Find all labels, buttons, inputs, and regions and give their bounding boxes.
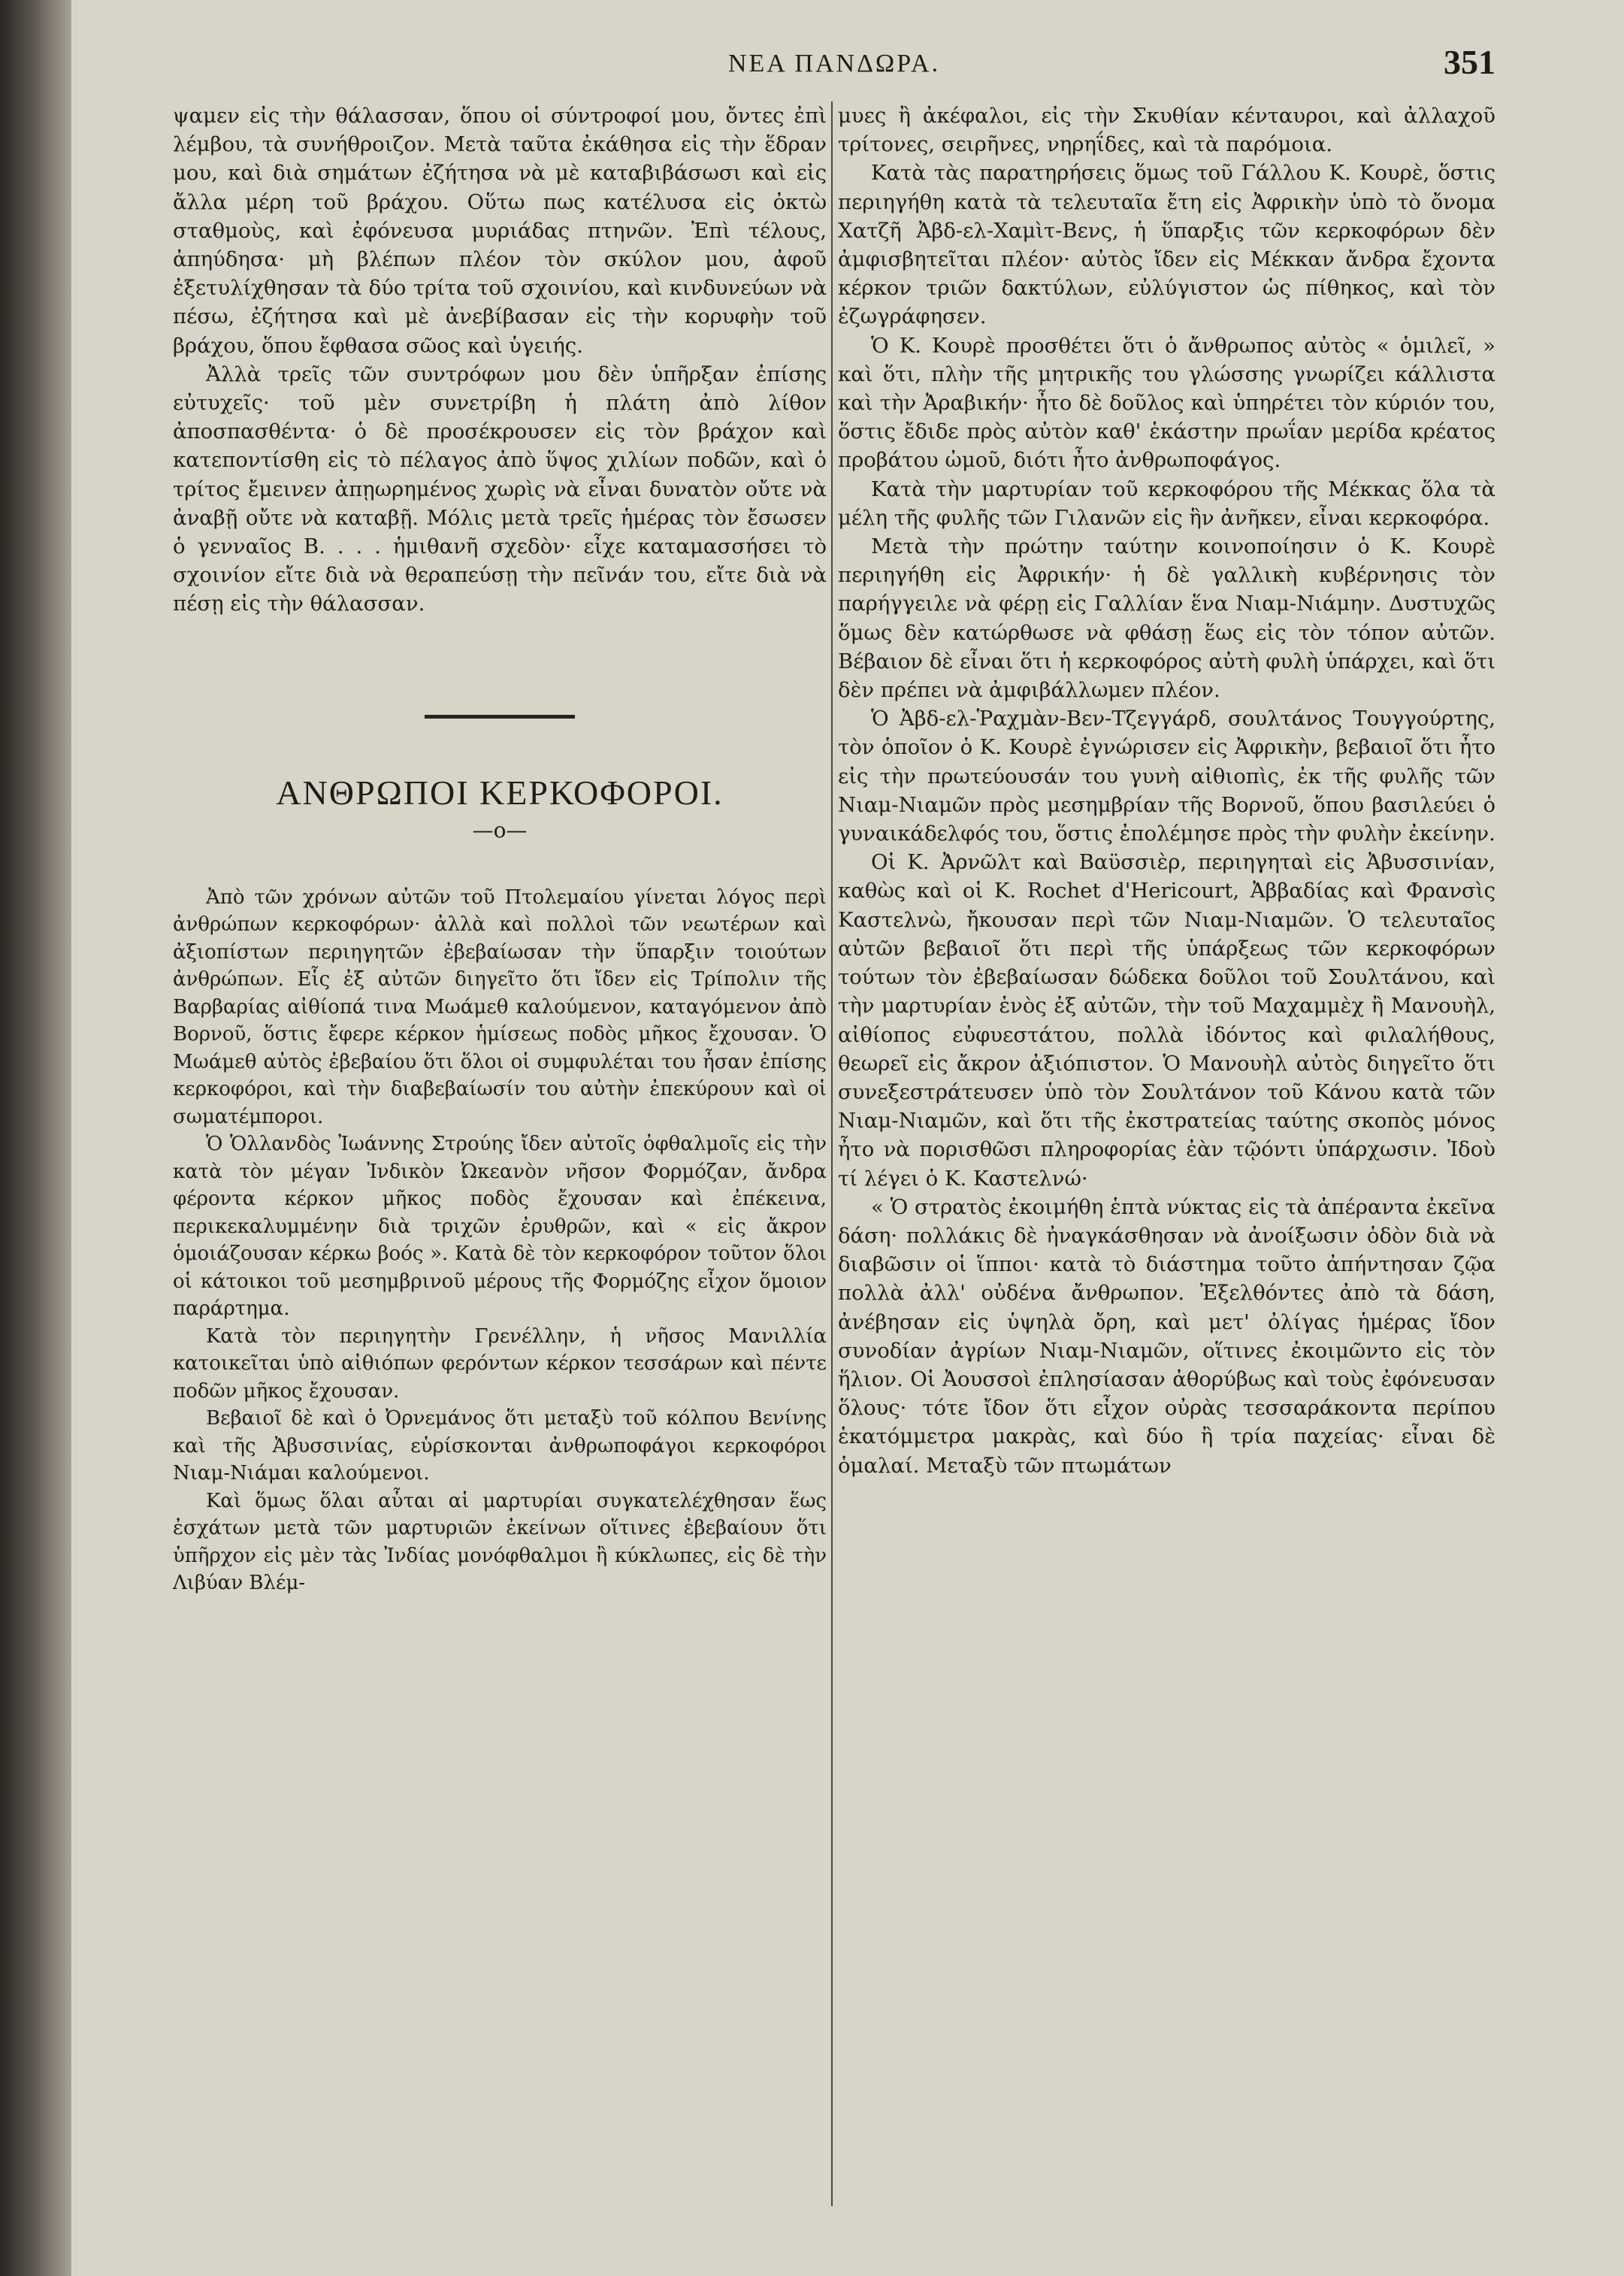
paragraph: μυες ἢ ἀκέφαλοι, εἰς τὴν Σκυθίαν κένταυροι, καὶ ἀλλαχοῦ τρίτονες, σειρῆνες, νηρηΐδες, καὶ τὰ παρόμοια. — [838, 104, 1495, 157]
paragraph: Ὁ Ὁλλανδὸς Ἰωάννης Στρούης ἴδεν αὐτοῖς ὀφθαλμοῖς εἰς τὴν κατὰ τὸν μέγαν Ἰνδικὸν Ὠκεανὸν νῆσον Φορμόζαν, ἄνδρα φέροντα κέρκον μῆκος ποδὸς ἔχουσαν καὶ ἐπέκεινα, περικεκαλυμμένην διὰ τριχῶν ἐρυθρῶν, καὶ « εἰς ἄκρον ὁμοιάζουσαν κέρκω βοός ». Κατὰ δὲ τὸν κερκοφόρον τοῦτον ὅλοι οἱ κάτοικοι τοῦ μεσημβρινοῦ μέρους τῆς Φορμόζης εἶχον ὅμοιον παράρτημα. — [173, 1133, 827, 1321]
paragraph: Ἀπὸ τῶν χρόνων αὐτῶν τοῦ Πτολεμαίου γίνεται λόγος περὶ ἀνθρώπων κερκοφόρων· ἀλλὰ καὶ πολλοὶ τῶν νεωτέρων καὶ ἀξιοπίστων περιηγητῶν ἐβεβαίωσαν τὴν ὕπαρξιν τοιούτων ἀνθρώπων. Εἷς ἐξ αὐτῶν διηγεῖτο ὅτι ἴδεν εἰς Τρίπολιν τῆς Βαρβαρίας αἰθίοπά τινα Μωάμεθ καλούμενον, καταγόμενον ἀπὸ Βορνοῦ, ὅστις ἔφερε κέρκον ἡμίσεως ποδὸς μῆκος ἔχουσαν. Ὁ Μωάμεθ αὐτὸς ἐβεβαίου ὅτι ὅλοι οἱ συμφυλέται του ἦσαν ἐπίσης κερκοφόροι, καὶ τὴν διαβεβαίωσίν του αὐτὴν ἐπεκύρουν καὶ οἱ σωματέμποροι. — [173, 885, 827, 1128]
paragraph: Ὁ Ἀβδ-ελ-Ῥαχμὰν-Βεν-Τζεγγάρδ, σουλτάνος Τουγγούρτης, τὸν ὁποῖον ὁ Κ. Κουρὲ ἐγνώρισεν εἰς Ἀφρικὴν, βεβαιοῖ ὅτι ἦτο εἰς τὴν πρωτεύουσάν του γυνὴ αἰθιοπὶς, ἐκ τῆς φυλῆς τῶν Νιαμ-Νιαμῶν πρὸς μεσημβρίαν τῆς Βορνοῦ, ὅπου βασιλεύει ὁ γυναικάδελφός του, ὅστις ἐπολέμησε πρὸς τὴν φυλὴν ἐκείνην. — [838, 707, 1495, 846]
paragraph: Κατὰ τὴν μαρτυρίαν τοῦ κερκοφόρου τῆς Μέκκας ὅλα τὰ μέλη τῆς φυλῆς τῶν Γιλανῶν εἰς ἣν ἀνῆκεν, εἶναι κερκοφόρα. — [838, 477, 1495, 530]
page-header — [173, 43, 1495, 95]
paragraph: Βεβαιοῖ δὲ καὶ ὁ Ὀρνεμάνος ὅτι μεταξὺ τοῦ κόλπου Βενίνης καὶ τῆς Ἀβυσσινίας, εὑρίσκονται ἀνθρωποφάγοι κερκοφόροι Νιαμ-Νιάμαι καλούμενοι. — [173, 1407, 827, 1485]
paragraph: Ἀλλὰ τρεῖς τῶν συντρόφων μου δὲν ὑπῆρξαν ἐπίσης εὐτυχεῖς· τοῦ μὲν συνετρίβη ἡ πλάτη ἀπὸ λίθον ἀποσπασθέντα· ὁ δὲ προσέκρουσεν εἰς τὸν βράχον καὶ κατεποντίσθη εἰς τὸ πέλαγος ἀπὸ ὕψος χιλίων ποδῶν, καὶ ὁ τρίτος ἔμεινεν ἀπῃωρημένος χωρὶς νὰ εἶναι δυνατὸν οὔτε νὰ ἀναβῇ οὔτε νὰ καταβῇ. Μόλις μετὰ τρεῖς ἡμέρας τὸν ἔσωσεν ὁ γενναῖος Β. . . . ἡμιθανῆ σχεδὸν· εἶχε καταμασσήσει τὸ σχοινίον εἴτε διὰ νὰ θεραπεύσῃ τὴν πεῖνάν του, εἴτε διὰ νὰ πέσῃ εἰς τὴν θάλασσαν. — [173, 362, 827, 616]
article-body — [173, 884, 827, 1597]
column-rule — [831, 101, 833, 2206]
left-column — [173, 101, 827, 1597]
running-title: ΝΕΑ ΠΑΝΔΩΡΑ. — [727, 50, 941, 77]
paragraph: Καὶ ὅμως ὅλαι αὗται αἱ μαρτυρίαι συγκατελέχθησαν ἕως ἐσχάτων μετὰ τῶν μαρτυριῶν ἐκείνων οἵτινες ἐβεβαίουν ὅτι ὑπῆρχον εἰς μὲν τὰς Ἰνδίας μονόφθαλμοι ἢ κύκλωπες, εἰς δὲ τὴν Λιβύαν Βλέμ- — [173, 1489, 827, 1595]
ornament-divider: —o— — [472, 817, 528, 843]
paragraph: Κατὰ τὰς παρατηρήσεις ὅμως τοῦ Γάλλου Κ. Κουρὲ, ὅστις περιηγήθη κατὰ τὰ τελευταῖα ἔτη εἰς Ἀφρικὴν ὑπὸ τὸ ὄνομα Χατζῆ Ἀβδ-ελ-Χαμὶτ-Βενς, ἡ ὕπαρξις τῶν κερκοφόρων δὲν ἀμφισβητεῖται πλέον· αὐτὸς ἴδεν εἰς Μέκκαν ἄνδρα ἔχοντα κέρκον τριῶν δακτύλων, εὐλύγιστον ὡς πίθηκος, καὶ τὸν ἐζωγράφησεν. — [838, 161, 1495, 329]
paragraph: Ὁ Κ. Κουρὲ προσθέτει ὅτι ὁ ἄνθρωπος αὐτὸς « ὁμιλεῖ, » καὶ ὅτι, πλὴν τῆς μητρικῆς του γλώσσης γνωρίζει κάλλιστα καὶ τὴν Ἀραβικήν· ἦτο δὲ δοῦλος καὶ ὑπηρέτει τὸν κύριόν του, ὅστις ἔδιδε πρὸς αὐτὸν καθ' ἑκάστην πρωΐαν μερίδα κρέατος προβάτου ὠμοῦ, διότι ἦτο ἀνθρωποφάγος. — [838, 333, 1495, 473]
paragraph: Μετὰ τὴν πρώτην ταύτην κοινοποίησιν ὁ Κ. Κουρὲ περιηγήθη εἰς Ἀφρικήν· ἡ δὲ γαλλικὴ κυβέρνησις τὸν παρήγγειλε νὰ φέρῃ εἰς Γαλλίαν ἕνα Νιαμ-Νιάμην. Δυστυχῶς ὅμως δὲν κατώρθωσε νὰ φθάσῃ ἕως εἰς τὸν τόπον αὐτῶν. Βέβαιον δὲ εἶναι ὅτι ἡ κερκοφόρος αὐτὴ φυλὴ ὑπάρχει, καὶ ὅτι δὲν πρέπει νὰ ἀμφιβάλλωμεν πλέον. — [838, 534, 1495, 703]
right-column — [838, 101, 1495, 1480]
paragraph: Κατὰ τὸν περιηγητὴν Γρενέλλην, ἡ νῆσος Μανιλλία κατοικεῖται ὑπὸ αἰθιόπων φερόντων κέρκον τεσσάρων καὶ πέντε ποδῶν μῆκος ἔχουσαν. — [173, 1324, 827, 1403]
paragraph: « Ὁ στρατὸς ἐκοιμήθη ἑπτὰ νύκτας εἰς τὰ ἀπέραντα ἐκεῖνα δάση· πολλάκις δὲ ἠναγκάσθησαν νὰ ἀνοίξωσιν ὁδὸν διὰ νὰ διαβῶσιν οἱ ἵπποι· κατὰ τὸ διάστημα τοῦτο ἀπήντησαν ζῷα πολλὰ ἀλλ' οὐδένα ἄνθρωπον. Ἐξελθόντες ἀπὸ τὰ δάση, ἀνέβησαν εἰς ὑψηλὰ ὄρη, καὶ μετ' ὀλίγας ἡμέρας ἴδον συνοδίαν ἀγρίων Νιαμ-Νιαμῶν, οἵτινες ἐκοιμῶντο εἰς τὸν ἥλιον. Οἱ Ἀουσσοὶ ἐπλησίασαν ἀθορύβως καὶ τοὺς ἐφόνευσαν ὅλους· τότε ἴδον ὅτι εἶχον οὐρὰς τεσσαράκοντα περίπου ἑκατόμμετρα μακρὰς, καὶ δύο ἢ τρία παχείας· εἶναι δὲ ὁμαλαί. Μεταξὺ τῶν πτωμάτων — [838, 1194, 1495, 1478]
section-divider — [425, 715, 575, 719]
page-number: 351 — [1444, 43, 1495, 81]
article-title: ΑΝΘΡΩΠΟΙ ΚΕΡΚΟΦΟΡΟΙ. — [276, 773, 724, 812]
paragraph: ψαμεν εἰς τὴν θάλασσαν, ὅπου οἱ σύντροφοί μου, ὄντες ἐπὶ λέμβου, τὰ συνήθροιζον. Μετὰ ταῦτα ἐκάθησα εἰς τὴν ἕδραν μου, καὶ διὰ σημάτων ἐζήτησα νὰ μὲ καταβιβάσωσι καὶ εἰς ἄλλα μέρη τοῦ βράχου. Οὕτω πως κατέλυσα εἰς ὀκτὼ σταθμοὺς, καὶ ἐφόνευσα μυριάδας πτηνῶν. Ἐπὶ τέλους, ἀπηύδησα· μὴ βλέπων πλέον τὸν σκύλον μου, ἀφοῦ ἐξετυλίχθησαν τὰ δύο τρίτα τοῦ σχοινίου, καὶ κινδυνεύων νὰ πέσω, ἐζήτησα καὶ μὲ ἀνεβίβασαν εἰς τὴν κορυφὴν τοῦ βράχου, ὅπου ἔφθασα σῶος καὶ ὑγειής. — [173, 104, 827, 358]
paragraph: Οἱ Κ. Ἀρνῶλτ καὶ Βαϋσσιὲρ, περιηγηταὶ εἰς Ἀβυσσινίαν, καθὼς καὶ οἱ Κ. Rochet d'Hericourt, Ἀββαδίας καὶ Φρανσὶς Καστελνὼ, ἤκουσαν περὶ τῶν Νιαμ-Νιαμῶν. Ὁ τελευταῖος αὐτῶν βεβαιοῖ ὅτι περὶ τῆς ὑπάρξεως τῶν κερκοφόρων τούτων τὸν ἐβεβαίωσαν δώδεκα δοῦλοι τοῦ Σουλτάνου, καὶ τὴν μαρτυρίαν ἑνὸς ἐξ αὐτῶν, τὴν τοῦ Μαχαμμὲχ ἢ Μανουὴλ, αἰθίοπος εὐφυεστάτου, πολλὰ ἰδόντος καὶ φιλαλήθους, θεωρεῖ εἰς ἄκρον ἀξιόπιστον. Ὁ Μανουὴλ αὐτὸς διηγεῖτο ὅτι συνεξεστράτευσεν ὑπὸ τὸν Σουλτάνον τοῦ Κάνου κατὰ τῶν Νιαμ-Νιαμῶν, καὶ ὅτι τῆς ἐκστρατείας ταύτης σκοπὸς μόνος ἦτο νὰ πορισθῶσι πληροφορίας ἐὰν τῷόντι ὑπάρχωσιν. Ἰδοὺ τί λέγει ὁ Κ. Καστελνώ· — [838, 850, 1495, 1191]
